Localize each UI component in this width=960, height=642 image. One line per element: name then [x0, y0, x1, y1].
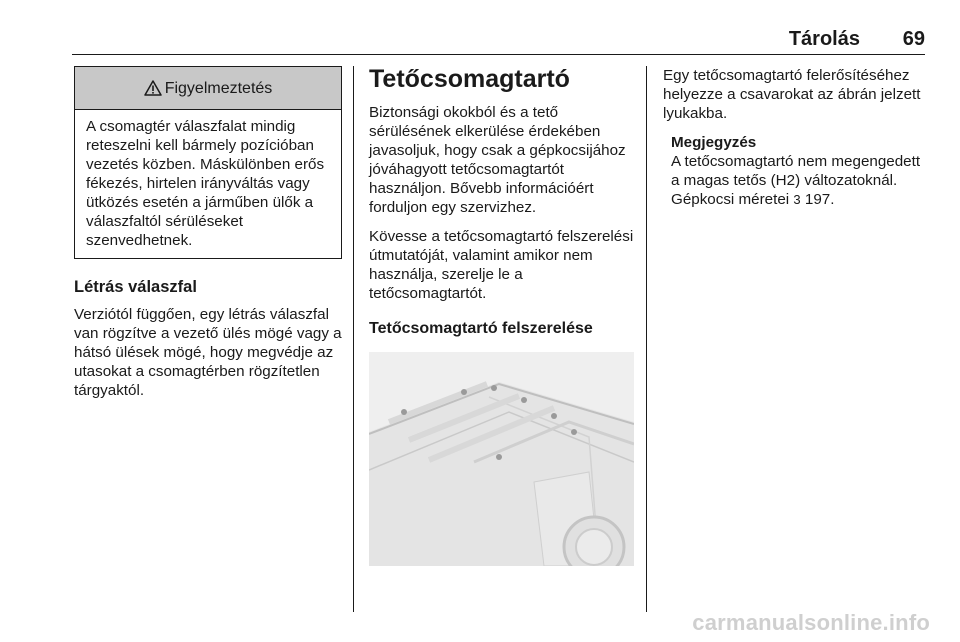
ladder-text: Verziótól függően, egy létrás válaszfal van rögzítve a vezető ülés mögé vagy a hátsó ülések mögé, hogy megvédje az utasokat a csomagtérben rögzítetlen tárgyaktól. — [74, 306, 342, 399]
warning-header — [75, 67, 341, 110]
watermark: carmanualsonline.info — [692, 610, 930, 635]
note-text: A tetőcsomagtartó nem megengedett a magas tetős (H2) változatoknál. — [671, 153, 921, 189]
note-block — [663, 133, 931, 209]
dimensions-reference — [671, 190, 931, 209]
roof-rack-para1: Biztonsági okokból és a tető sérülésének elkerülése érdekében javasoljuk, hogy csak a gépkocsijához jóváhagyott tetőcsomagtartót használjon. Bővebb információért forduljon egy szervizhez. — [369, 104, 626, 216]
roof-rack-para2: Kövesse a tetőcsomagtartó felszerelési útmutatóját, valamint amikor nem használja, szerelje le a tetőcsomagtartót. — [369, 228, 634, 302]
dimensions-page[interactable]: 197. — [804, 191, 835, 208]
column-right — [663, 66, 931, 209]
note-title: Megjegyzés — [671, 134, 757, 151]
dimensions-label: Gépkocsi méretei — [671, 191, 790, 208]
column-left — [74, 66, 342, 400]
column-middle — [369, 66, 637, 339]
page-number: 69 — [902, 28, 925, 50]
warning-title: Figyelmeztetés — [164, 79, 273, 97]
column-divider — [353, 66, 354, 612]
warning-body: A csomagtér válaszfalat mindig reteszelni kell bármely pozícióban vezetés közben. Máskülönben erős fékezés, hirtelen irányváltás vagy ütközés esetén a járműben ülők a válaszfaltól sérüléseket szenvedhetnek. — [86, 118, 325, 249]
section-heading: Tetőcsomagtartó — [369, 65, 570, 93]
running-header-title: Tárolás — [788, 28, 860, 50]
roof-rack-illustration — [369, 352, 634, 566]
install-heading: Tetőcsomagtartó felszerelése — [369, 320, 593, 337]
cross-reference-arrow-icon: 3 — [793, 192, 801, 207]
warning-triangle-icon — [144, 80, 162, 96]
mounting-instructions: Egy tetőcsomagtartó felerősítéséhez helyezze a csavarokat az ábrán jelzett lyukakba. — [663, 67, 921, 122]
ladder-heading: Létrás válaszfal — [74, 278, 197, 296]
column-divider — [646, 66, 647, 612]
header-rule — [72, 54, 925, 55]
warning-box — [74, 66, 342, 259]
